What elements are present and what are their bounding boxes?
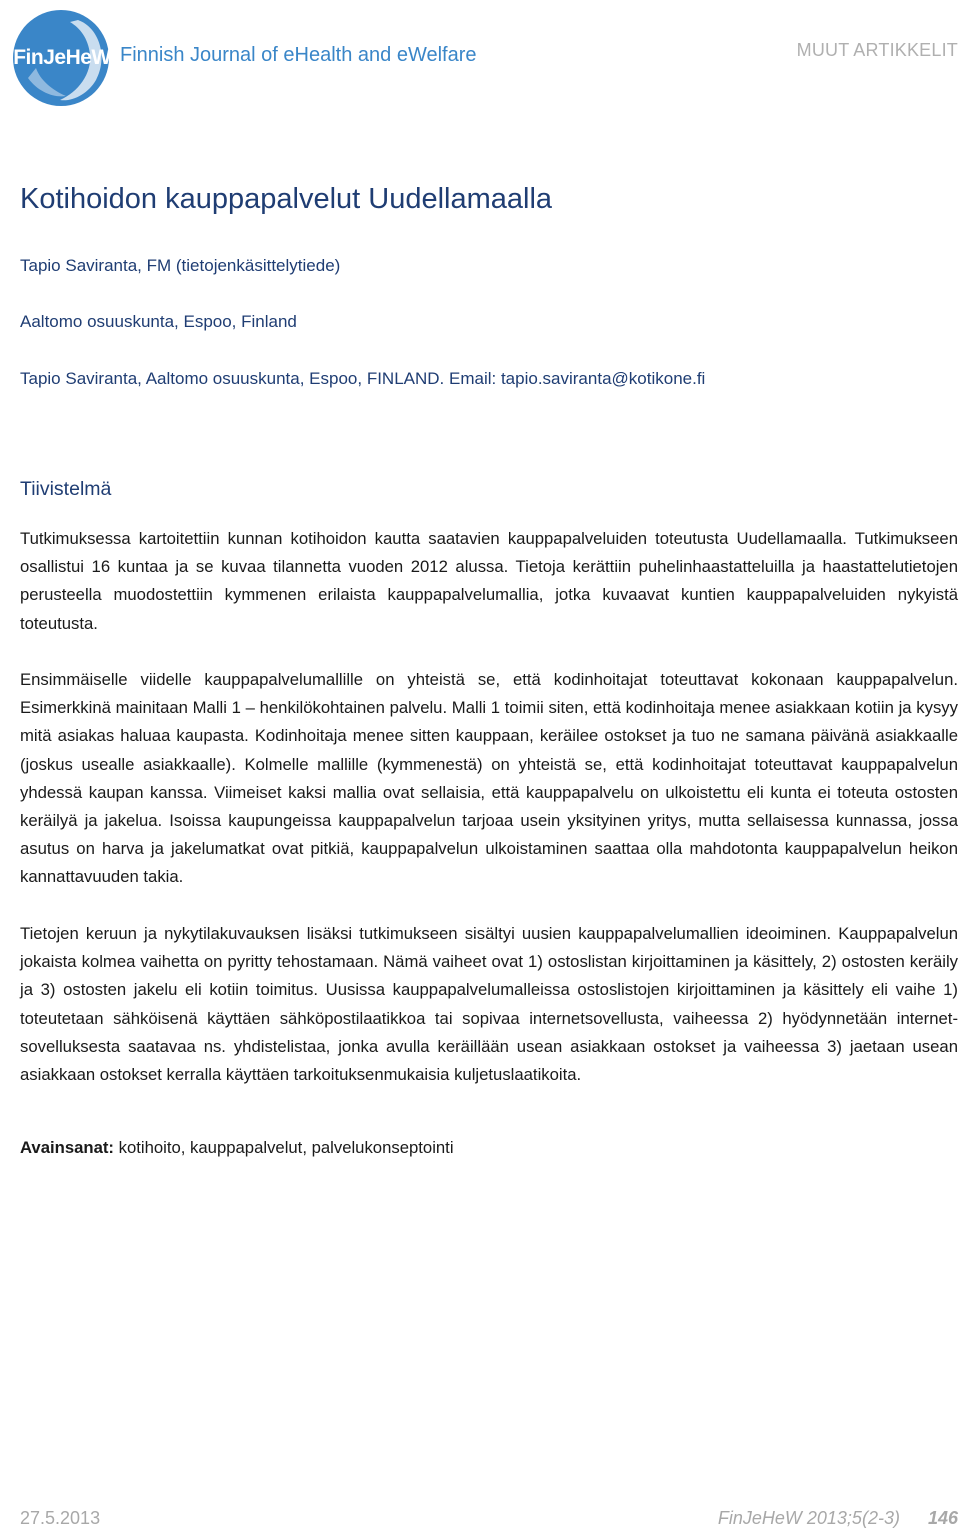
journal-name: Finnish Journal of eHealth and eWelfare — [120, 44, 477, 66]
article-title: Kotihoidon kauppapalvelut Uudellamaalla — [20, 183, 553, 215]
abstract-paragraph-1: Tutkimuksessa kartoitettiin kunnan kotihoidon kautta saatavien kauppapalveluiden toteutusta Uudellamaalla. Tutkimukseen osallistui 16 kuntaa ja se kuvaa tilannetta vuoden 2012 alussa. Tietoja kerättiin puhelinhaastatteluilla ja haastattelutietojen perusteella muodostettiin kymmenen erilaista kauppapalvelumallia, jotka kuvaavat kuntien kauppapalveluiden nykyistä toteutusta. — [20, 529, 958, 633]
abstract-paragraph-2: Ensimmäiselle viidelle kauppapalvelumallille on yhteistä se, että kodinhoitajat toteuttavat kokonaan kauppapalvelun. Esimerkkinä mainitaan Malli 1 – henkilökohtainen palvelu. Malli 1 toimii siten, että kodinhoitaja menee asiakkaan kotiin ja kysyy mitä asiakas haluaa kaupasta. Kodinhoitaja menee sitten kauppaan, keräilee ostokset ja tuo ne samana päivänä asiakkaalle (joskus usealle asiakkaalle). Kolmelle mallille (kymmenestä) on yhteistä se, että kodinhoitajat toteuttavat kauppapalvelun yhdessä kaupan kanssa. Viimeiset kaksi mallia ovat sellaisia, että kauppapalvelu on ulkoistettu eli kunta ei toteuta ostosten keräilyä ja jakelua. Isoissa kaupungeissa kauppapalvelun tarjoaa usein yksityinen yritys, mutta sellaisessa kunnassa, jossa asutus on harva ja jakelumatkat ovat pitkiä, kauppapalvelun ulkoistaminen saattaa olla mahdotonta kauppapalvelun heikon kannattavuuden takia. — [20, 670, 958, 887]
abstract-heading: Tiivistelmä — [20, 478, 112, 500]
keywords-label: Avainsanat: — [20, 1138, 114, 1157]
section-label: MUUT ARTIKKELIT — [796, 40, 958, 60]
correspondence-line: Tapio Saviranta, Aaltomo osuuskunta, Espoo, FINLAND. Email: tapio.saviranta@kotikone.fi — [20, 369, 706, 388]
journal-logo — [8, 8, 477, 108]
author-line: Tapio Saviranta, FM (tietojenkäsittelytiede) — [20, 256, 341, 275]
page-header — [0, 0, 960, 120]
affiliation-line: Aaltomo osuuskunta, Espoo, Finland — [20, 312, 297, 331]
abstract-paragraph-3: Tietojen keruun ja nykytilakuvauksen lisäksi tutkimukseen sisältyi uusien kauppapalvelumallien ideoiminen. Kauppapalvelun jokaista kolmea vaihetta on pyritty tehostamaan. Nämä vaiheet ovat 1) ostoslistan kirjoittaminen ja käsittely, 2) ostosten keräily ja 3) ostosten jakelu eli kotiin toimitus. Uusissa kauppapalvelumalleissa ostoslistojen kirjoittaminen ja käsittely eli vaihe 1) toteutetaan sähköisenä käyttäen sähköpostilaatikkoa tai sopivaa internetsovellusta, vaiheessa 2) hyödynnetään internet-sovelluksesta saatavaa ns. yhdistelistaa, jonka avulla keräillään usean asiakkaan ostokset ja vaiheessa 3) jaetaan usean asiakkaan ostokset kerralla käyttäen tarkoituksenmukaisia kuljetuslaatikoita. — [20, 924, 958, 1085]
keywords — [20, 1138, 454, 1158]
keywords-value: kotihoito, kauppapalvelut, palvelukonseptointi — [113, 1138, 454, 1157]
citation-text: FinJeHeW 2013;5(2-3) — [717, 1508, 900, 1528]
logo-abbreviation: FinJeHeW — [13, 46, 111, 69]
footer-citation — [718, 1508, 958, 1529]
page-number: 146 — [927, 1508, 958, 1528]
footer-date: 27.5.2013 — [20, 1508, 101, 1528]
